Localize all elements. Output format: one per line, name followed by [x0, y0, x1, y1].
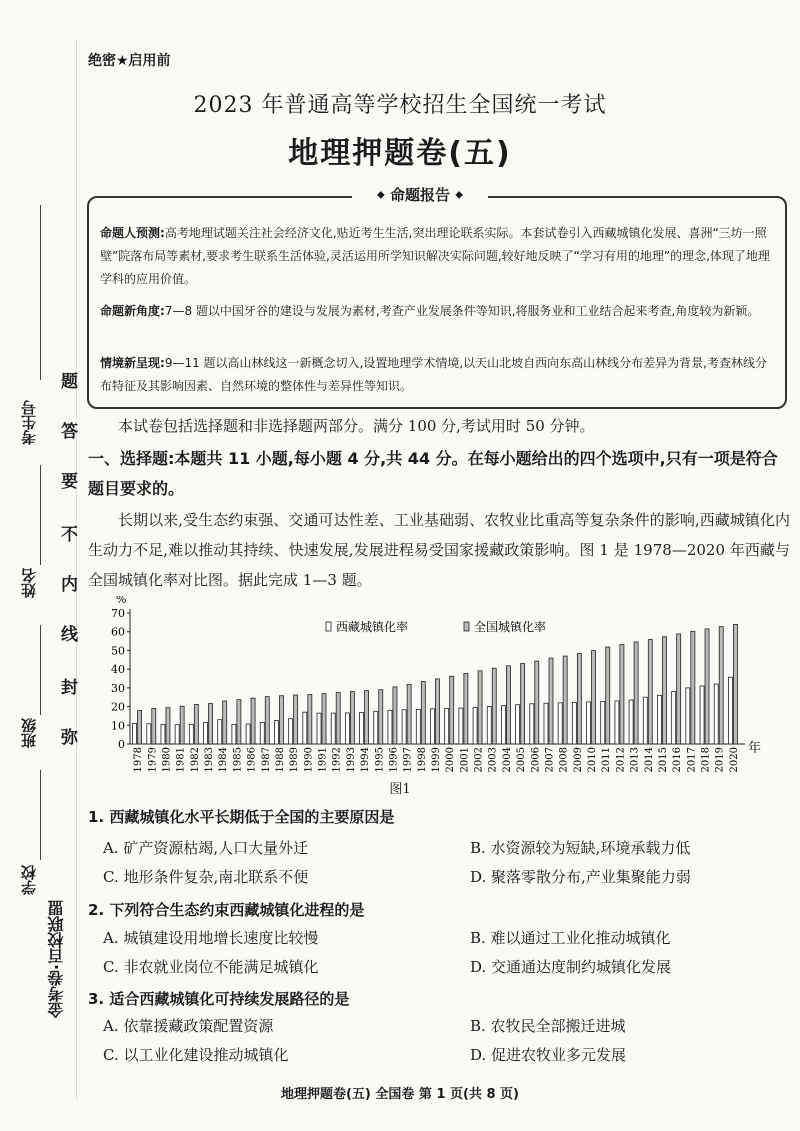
bar-xizang	[260, 722, 264, 744]
name-line	[40, 465, 41, 565]
bar-xizang	[161, 724, 165, 744]
x-axis-unit: 年	[748, 741, 762, 756]
question-option: A. 矿产资源枯竭,人口大量外迁	[103, 839, 309, 857]
bar-xizang	[686, 688, 690, 744]
bar-xizang	[473, 708, 477, 744]
bar-national	[705, 629, 709, 744]
x-tick-label: 1985	[232, 747, 244, 773]
bar-xizang	[501, 706, 505, 744]
seal-warning-char: 弥	[57, 728, 77, 745]
x-tick-label: 2009	[572, 747, 584, 773]
bar-xizang	[601, 702, 605, 744]
x-tick-label: 2018	[700, 747, 712, 773]
x-tick-label: 1978	[133, 747, 145, 773]
bar-xizang	[189, 724, 193, 744]
bar-xizang	[289, 719, 293, 744]
bar-national	[350, 692, 354, 744]
bar-national	[379, 690, 383, 744]
legend-swatch-national	[464, 622, 469, 631]
bar-national	[393, 687, 397, 744]
seal-warning-char: 不	[57, 525, 77, 542]
report-title	[352, 184, 488, 206]
question-option: D. 促进农牧业多元发展	[470, 1046, 627, 1064]
urbanization-chart	[100, 596, 770, 778]
x-tick-label: 1996	[388, 747, 400, 773]
question-stem: 2. 下列符合生态约束西藏城镇化进程的是	[88, 901, 365, 919]
bar-xizang	[204, 722, 208, 744]
page-footer: 地理押题卷(五) 全国卷 第 1 页(共 8 页)	[280, 1087, 519, 1102]
seal-warning-char: 答	[57, 422, 77, 439]
bar-national	[577, 654, 581, 744]
bar-national	[549, 658, 553, 744]
bar-national	[606, 647, 610, 744]
bar-national	[209, 704, 213, 744]
bar-national	[308, 695, 312, 744]
x-tick-label: 2007	[544, 747, 556, 773]
bar-xizang	[345, 713, 349, 744]
report-title-dot-icon: ◆	[377, 189, 385, 201]
x-tick-label: 2005	[516, 747, 528, 773]
y-tick-label: 50	[111, 644, 125, 658]
bar-xizang	[445, 708, 449, 744]
report-item-text: 高考地理试题关注社会经济文化,贴近考生生活,突出理论联系实际。本套试卷引入西藏城镇化发展、喜洲“三坊一照壁”院落布局等素材,要求考生联系生活体验,灵活运用所学知识解决实际问题,较好地反映了“学习有用的地理”的理念,体现了地理学科的应用价值。	[100, 226, 770, 286]
bar-xizang	[331, 713, 335, 744]
report-item-label: 情境新呈现:	[100, 356, 165, 370]
bar-xizang	[672, 692, 676, 744]
question-option: B. 水资源较为短缺,环境承载力低	[470, 839, 691, 857]
bar-national	[237, 700, 241, 744]
bar-xizang	[700, 686, 704, 744]
question-stem: 3. 适合西藏城镇化可持续发展路径的是	[88, 990, 350, 1008]
paper-intro: 本试卷包括选择题和非选择题两部分。满分 100 分,考试用时 50 分钟。	[118, 417, 595, 435]
x-tick-label: 1982	[189, 747, 201, 773]
secret-label: 绝密★启用前	[88, 53, 171, 69]
question-option: A. 城镇建设用地增长速度比较慢	[103, 929, 319, 947]
x-tick-label: 1994	[360, 747, 372, 773]
bar-national	[592, 651, 596, 744]
question-option: C. 地形条件复杂,南北联系不便	[103, 868, 309, 886]
bar-national	[336, 693, 340, 744]
bar-xizang	[558, 703, 562, 744]
legend-label-national: 全国城镇化率	[474, 620, 547, 634]
bar-xizang	[530, 704, 534, 744]
x-tick-label: 2003	[487, 747, 499, 773]
x-tick-label: 2020	[728, 747, 740, 773]
y-axis-unit: %	[116, 596, 127, 606]
x-tick-label: 2017	[686, 747, 698, 773]
bar-national	[421, 681, 425, 744]
y-tick-label: 0	[118, 738, 125, 751]
bar-xizang	[232, 724, 236, 744]
y-tick-label: 40	[111, 663, 125, 677]
bar-national	[662, 637, 666, 744]
bar-national	[279, 696, 283, 744]
bar-xizang	[303, 712, 307, 744]
bar-xizang	[218, 720, 222, 744]
paper-title: 地理押题卷(五)	[288, 136, 512, 171]
bar-xizang	[629, 700, 633, 744]
bar-xizang	[714, 684, 718, 744]
x-tick-label: 2012	[615, 747, 627, 773]
seal-warning-char: 线	[57, 625, 77, 642]
report-item-label: 命题人预测:	[100, 226, 165, 240]
bar-national	[322, 694, 326, 744]
bar-xizang	[317, 713, 321, 744]
bar-national	[436, 679, 440, 744]
x-tick-label: 1999	[431, 747, 442, 773]
class-line	[40, 625, 41, 715]
bar-xizang	[374, 711, 378, 744]
seal-warning-char: 内	[57, 575, 77, 592]
x-tick-label: 1980	[161, 747, 173, 773]
bar-xizang	[459, 708, 463, 744]
report-title-text: 命题报告	[389, 186, 450, 204]
x-tick-label: 2011	[601, 747, 613, 773]
bar-xizang	[402, 710, 406, 744]
exam-no-line	[40, 205, 41, 380]
question-option: C. 以工业化建设推动城镇化	[103, 1046, 289, 1064]
league-label: 金考卷·百校联盟	[47, 900, 66, 1019]
x-tick-label: 1993	[345, 747, 357, 773]
x-tick-label: 1987	[260, 747, 272, 773]
bar-national	[450, 676, 454, 744]
bar-national	[223, 701, 227, 744]
bar-xizang	[728, 677, 732, 744]
x-tick-label: 1998	[416, 747, 428, 773]
x-tick-label: 1979	[147, 747, 159, 773]
bar-xizang	[587, 702, 591, 744]
bar-xizang	[431, 709, 435, 744]
exam-no-label: 考生号	[20, 400, 38, 445]
x-tick-label: 2002	[473, 747, 485, 773]
x-tick-label: 2010	[587, 747, 599, 773]
question-option: D. 聚落零散分布,产业集聚能力弱	[470, 868, 691, 886]
question-option: D. 交通通达度制约城镇化发展	[470, 958, 672, 976]
x-tick-label: 1991	[317, 747, 329, 773]
bar-national	[464, 673, 468, 744]
bar-xizang	[615, 701, 619, 744]
x-tick-label: 1997	[402, 747, 414, 773]
bar-xizang	[360, 713, 364, 744]
x-tick-label: 2001	[459, 747, 471, 773]
x-tick-label: 2008	[558, 747, 570, 773]
x-tick-label: 1981	[175, 747, 187, 773]
bar-national	[620, 645, 624, 744]
x-tick-label: 1983	[204, 747, 216, 773]
legend-label-xizang: 西藏城镇化率	[336, 620, 409, 634]
section-heading: 一、选择题:本题共 11 小题,每小题 4 分,共 44 分。在每小题给出的四个选项中,只有一项是符合题目要求的。	[88, 449, 778, 498]
bar-xizang	[246, 724, 250, 744]
bar-national	[138, 711, 142, 744]
bar-xizang	[274, 721, 278, 744]
bar-national	[152, 708, 156, 744]
bar-xizang	[544, 703, 548, 744]
x-tick-label: 2014	[643, 747, 655, 773]
x-tick-label: 2015	[657, 747, 669, 773]
bar-national	[535, 661, 539, 744]
x-tick-label: 1992	[331, 747, 343, 773]
report-item-label: 命题新角度:	[100, 304, 165, 318]
report-item-angle	[100, 300, 774, 323]
binding-fold-line	[76, 40, 77, 1100]
report-title-dot-icon: ◆	[455, 189, 463, 201]
bar-national	[677, 634, 681, 744]
bar-xizang	[487, 707, 491, 744]
name-label: 姓名	[20, 568, 38, 598]
y-tick-label: 60	[111, 625, 125, 639]
bar-xizang	[175, 725, 179, 744]
x-tick-label: 1986	[246, 747, 258, 773]
bar-national	[733, 624, 737, 744]
bar-national	[691, 631, 695, 744]
x-tick-label: 2004	[501, 747, 513, 773]
school-label: 学校	[20, 865, 38, 895]
report-item-context	[100, 352, 774, 398]
x-tick-label: 1989	[289, 747, 301, 773]
bar-national	[166, 708, 170, 744]
legend-swatch-xizang	[326, 622, 331, 631]
x-tick-label: 1990	[303, 747, 315, 773]
figure-caption: 图1	[389, 782, 411, 797]
bar-xizang	[516, 705, 520, 744]
x-tick-label: 1995	[374, 747, 386, 773]
question-option: B. 农牧民全部搬迁进城	[470, 1017, 626, 1035]
class-label: 班级	[20, 718, 38, 748]
report-item-text: 9—11 题以高山林线这一新概念切入,设置地理学术情境,以天山北坡自西向东高山林线分布差异为背景,考查林线分布特征及其影响因素、自然环境的整体性与差异性等知识。	[100, 356, 767, 393]
bar-xizang	[388, 710, 392, 744]
bar-xizang	[147, 724, 151, 744]
x-tick-label: 2000	[445, 747, 457, 773]
y-tick-label: 70	[111, 607, 125, 620]
bar-xizang	[133, 723, 137, 744]
bar-xizang	[643, 697, 647, 744]
x-tick-label: 2019	[714, 747, 726, 773]
report-item-predict	[100, 222, 774, 291]
x-tick-label: 1988	[274, 747, 286, 773]
bar-national	[407, 684, 411, 744]
y-tick-label: 20	[111, 700, 125, 714]
bar-xizang	[572, 702, 576, 744]
bar-national	[478, 671, 482, 744]
question-option: C. 非农就业岗位不能满足城镇化	[103, 958, 319, 976]
seal-warning-char: 题	[57, 372, 77, 389]
passage: 长期以来,受生态约束强、交通可达性差、工业基础弱、农牧业比重高等复杂条件的影响,西藏城镇化内生动力不足,难以推动其持续、快速发展,发展进程易受国家援藏政策影响。图 1 是 1978—2020 年西藏与全国城镇化率对比图。据此完成 1—3 题。	[88, 511, 790, 589]
bar-national	[180, 706, 184, 744]
bar-national	[634, 642, 638, 744]
question-option: B. 难以通过工业化推动城镇化	[470, 929, 671, 947]
bar-national	[294, 695, 298, 744]
bar-national	[265, 697, 269, 744]
x-tick-label: 2016	[672, 747, 684, 773]
y-tick-label: 30	[111, 681, 125, 695]
question-stem: 1. 西藏城镇化水平长期低于全国的主要原因是	[88, 808, 395, 826]
bar-national	[521, 664, 525, 744]
report-item-text: 7—8 题以中国牙谷的建设与发展为素材,考查产业发展条件等知识,将服务业和工业结合起来考查,角度较为新颖。	[164, 304, 760, 318]
question-option: A. 依靠援藏政策配置资源	[103, 1017, 274, 1035]
seal-warning-char: 要	[57, 472, 77, 489]
exam-title: 2023 年普通高等学校招生全国统一考试	[193, 93, 607, 118]
x-tick-label: 1984	[218, 747, 230, 773]
bar-xizang	[416, 709, 420, 744]
bar-xizang	[657, 695, 661, 744]
bar-national	[506, 666, 510, 744]
x-tick-label: 2006	[530, 747, 542, 773]
bar-national	[719, 627, 723, 744]
bar-national	[648, 640, 652, 744]
bar-national	[563, 656, 567, 744]
x-tick-label: 2013	[629, 747, 641, 773]
bar-national	[251, 698, 255, 744]
y-tick-label: 10	[111, 719, 125, 733]
bar-national	[492, 668, 496, 744]
bar-national	[365, 691, 369, 744]
seal-warning-char: 封	[57, 678, 77, 695]
bar-national	[194, 705, 198, 744]
